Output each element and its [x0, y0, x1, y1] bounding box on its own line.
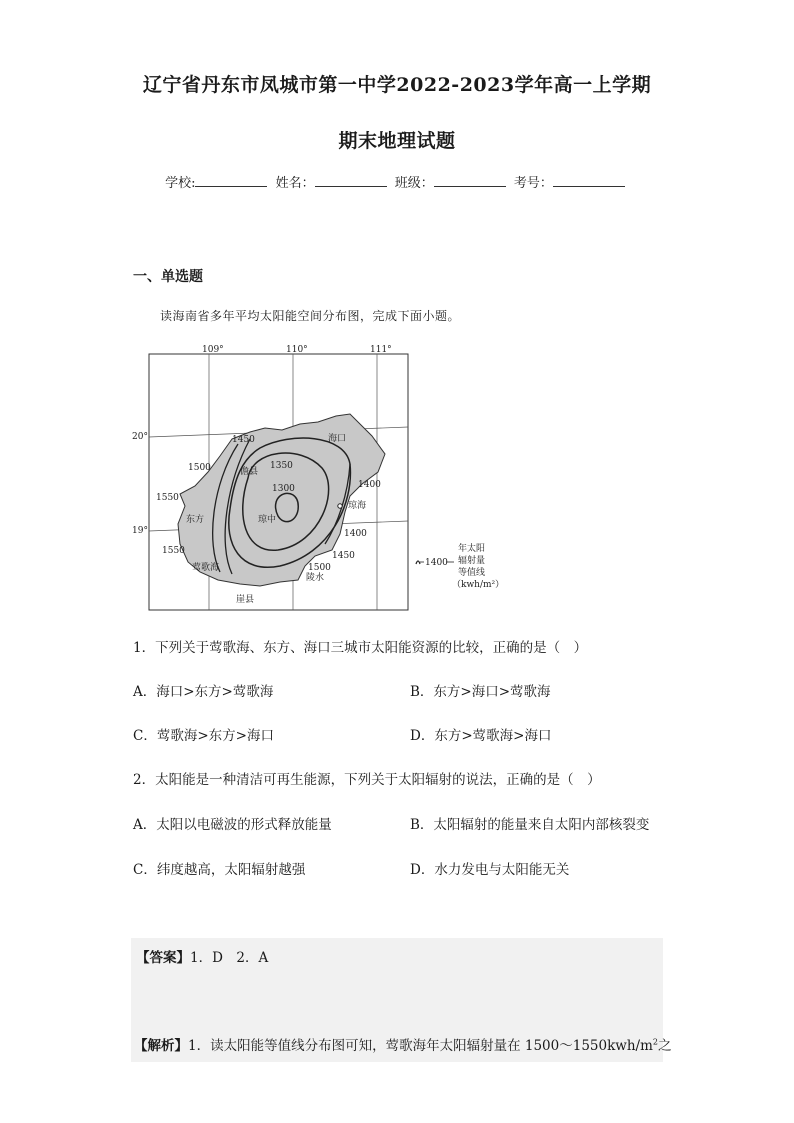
isoline-label-1550-sw: 1550: [162, 546, 185, 556]
name-blank[interactable]: [315, 174, 387, 187]
explanation-text: 1．读太阳能等值线分布图可知，莺歌海年太阳辐射量在 1500～1550kwh/m: [188, 1038, 653, 1054]
question-2-option-c[interactable]: C．纬度越高，太阳辐射越强: [133, 862, 306, 878]
question-2-option-b[interactable]: B．太阳辐射的能量来自太阳内部核裂变: [410, 817, 650, 833]
lon-label-110: 110°: [286, 345, 308, 355]
city-qionghai: 琼海: [348, 501, 367, 511]
legend-value: 1400: [425, 558, 448, 568]
explanation-tail: 之: [657, 1038, 672, 1054]
isoline-label-1550-w: 1550: [156, 493, 179, 503]
legend-isoline-symbol: [416, 561, 420, 564]
lat-label-19: 19°: [132, 526, 148, 536]
legend-label-2: 辐射量: [458, 556, 486, 566]
name-label: 姓名：: [275, 176, 315, 191]
school-label: 学校:: [165, 176, 196, 191]
question-1-option-c[interactable]: C．莺歌海>东方>海口: [133, 728, 274, 744]
explanation-sup: 2: [652, 1037, 658, 1047]
question-1-option-a[interactable]: A．海口>东方>莺歌海: [133, 684, 274, 700]
question-intro: 读海南省多年平均太阳能空间分布图，完成下面小题。: [160, 309, 461, 323]
section-title: 一、单选题: [133, 269, 203, 285]
exam-title-line-1: 辽宁省丹东市凤城市第一中学2022-2023学年高一上学期: [142, 74, 652, 96]
exam-no-label: 考号：: [513, 176, 553, 191]
explanation-line: [134, 1034, 671, 1054]
city-yinggehai: 莺歌海: [192, 563, 220, 573]
lon-label-109: 109°: [202, 345, 224, 355]
lon-label-111: 111°: [370, 345, 392, 355]
class-label: 班级：: [394, 176, 434, 191]
isoline-label-1500-s: 1500: [308, 563, 331, 573]
question-1-option-b[interactable]: B．东方>海口>莺歌海: [410, 684, 551, 700]
city-dongfang: 东方: [186, 515, 205, 525]
city-danxian: 儋县: [240, 467, 259, 477]
exam-title-line-2: 期末地理试题: [338, 130, 456, 152]
exam-no-blank[interactable]: [553, 174, 625, 187]
city-haikou: 海口: [328, 434, 347, 444]
class-blank[interactable]: [434, 174, 506, 187]
answer-line: [136, 946, 268, 966]
question-1-stem: 1．下列关于莺歌海、东方、海口三城市太阳能资源的比较，正确的是（ ）: [133, 640, 588, 656]
isoline-label-1500-w: 1500: [188, 463, 211, 473]
answer-label: 【答案】: [136, 950, 190, 966]
city-lingshui: 陵水: [306, 573, 325, 583]
city-qiongzhong: 琼中: [258, 515, 277, 525]
isoline-label-1450-se: 1450: [332, 551, 355, 561]
legend-label-1: 年太阳: [458, 544, 486, 554]
city-yaxian: 崖县: [236, 595, 255, 605]
answer-text: 1．D 2．A: [190, 950, 269, 966]
isoline-label-1350: 1350: [270, 461, 293, 471]
question-1-option-d[interactable]: D．东方>莺歌海>海口: [410, 728, 552, 744]
question-2-option-a[interactable]: A．太阳以电磁波的形式释放能量: [133, 817, 332, 833]
legend-label-3: 等值线: [458, 568, 486, 578]
isoline-label-1400-e: 1400: [358, 480, 381, 490]
isoline-label-1300: 1300: [272, 484, 295, 494]
isoline-label-1450-nw: 1450: [232, 435, 255, 445]
question-2-option-d[interactable]: D．水力发电与太阳能无关: [410, 862, 570, 878]
legend-label-4: （kwh/m²）: [452, 580, 505, 590]
school-blank[interactable]: [195, 174, 267, 187]
question-2-stem: 2．太阳能是一种清洁可再生能源，下列关于太阳辐射的说法，正确的是（ ）: [133, 772, 601, 788]
hainan-solar-map: [132, 344, 520, 616]
qionghai-marker: [338, 504, 342, 508]
student-info-fields: [0, 172, 794, 191]
isoline-label-1400-se: 1400: [344, 529, 367, 539]
lat-label-20: 20°: [132, 432, 148, 442]
explanation-label: 【解析】: [134, 1038, 188, 1054]
